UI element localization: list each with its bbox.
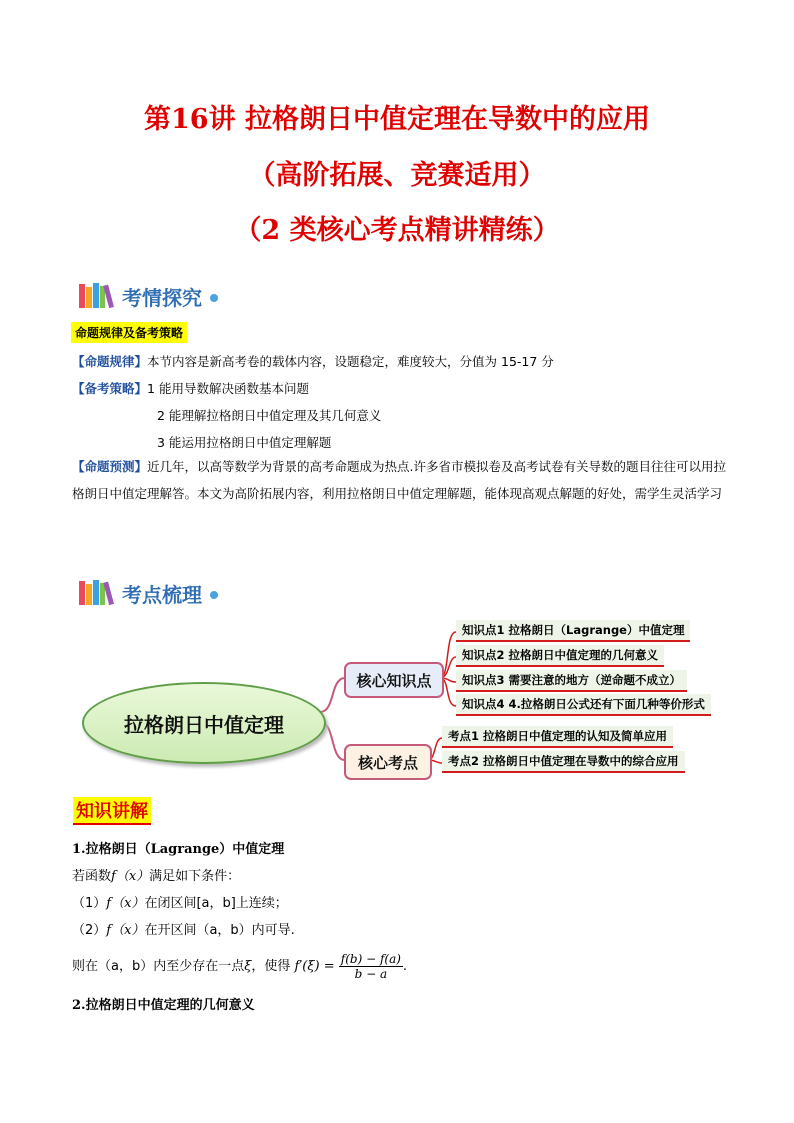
k1-condition-2 bbox=[72, 919, 295, 938]
strategy-item: 1 能用导数解决函数基本问题 bbox=[147, 381, 309, 396]
mindmap-leaf: 考点1 拉格朗日中值定理的认知及简单应用 bbox=[442, 726, 673, 748]
fx-symbol: f（x） bbox=[106, 896, 145, 911]
rules-text: 本节内容是新高考卷的载体内容，设题稳定，难度较大，分值为 15-17 分 bbox=[147, 354, 554, 369]
strategy-highlight: 命题规律及备考策略 bbox=[71, 322, 187, 343]
mindmap-leaf: 知识点1 拉格朗日（Lagrange）中值定理 bbox=[456, 620, 690, 642]
xi-symbol: ξ bbox=[244, 959, 252, 974]
page-title: 第16讲 拉格朗日中值定理在导数中的应用 bbox=[144, 104, 650, 135]
k1-conclusion bbox=[72, 952, 407, 981]
prediction-tag: 【命题预测】 bbox=[72, 459, 148, 474]
k2-heading: 2.拉格朗日中值定理的几何意义 bbox=[72, 998, 255, 1013]
k1-intro-tail: 满足如下条件： bbox=[149, 869, 241, 884]
page-subtitle-2: （2 类核心考点精讲精练） bbox=[234, 215, 560, 246]
conclusion-mid: ，使得 bbox=[251, 959, 291, 974]
mindmap-branch-exam: 核心考点 bbox=[344, 744, 432, 780]
section-label: 考点梳理 bbox=[122, 583, 202, 607]
section-label: 考情探究 bbox=[122, 286, 202, 310]
fx-symbol: f（x） bbox=[106, 923, 145, 938]
k1-heading: 1.拉格朗日（Lagrange）中值定理 bbox=[72, 842, 285, 857]
formula-lhs: f′(ξ) = bbox=[294, 959, 335, 974]
mindmap-leaf: 知识点4 4.拉格朗日公式还有下面几种等价形式 bbox=[456, 694, 711, 716]
formula-end: . bbox=[402, 959, 408, 974]
strategy-item: 2 能理解拉格朗日中值定理及其几何意义 bbox=[157, 408, 382, 423]
k1-intro-text: 若函数 bbox=[72, 869, 112, 884]
condition-text: 在闭区间[a，b]上连续； bbox=[144, 896, 288, 911]
rules-tag: 【命题规律】 bbox=[72, 354, 148, 369]
fraction-numerator: f(b) − f(a) bbox=[340, 952, 401, 966]
knowledge-heading: 知识讲解 bbox=[73, 797, 151, 825]
k1-intro bbox=[72, 865, 240, 884]
k1-condition-1 bbox=[72, 892, 288, 911]
strategy-tag: 【备考策略】 bbox=[72, 381, 148, 396]
condition-number: （1） bbox=[72, 896, 107, 911]
formula-fraction bbox=[339, 952, 403, 981]
condition-number: （2） bbox=[72, 923, 107, 938]
mindmap-leaf: 知识点2 拉格朗日中值定理的几何意义 bbox=[456, 645, 664, 667]
condition-text: 在开区间（a，b）内可导. bbox=[144, 923, 295, 938]
mindmap-center-node: 拉格朗日中值定理 bbox=[82, 682, 326, 764]
prediction-text: 近几年，以高等数学为背景的高考命题成为热点.许多省市模拟卷及高考试卷有关导数的题目往往可以用拉格朗日中值定理解答。本文为高阶拓展内容，利用拉格朗日中值定理解题，能体现高观点解题的好处，需学生灵活学习 bbox=[72, 459, 726, 501]
fraction-denominator: b − a bbox=[354, 967, 388, 981]
fx-symbol: f（x） bbox=[111, 869, 150, 884]
mindmap-branch-knowledge: 核心知识点 bbox=[344, 662, 444, 698]
strategy-item: 3 能运用拉格朗日中值定理解题 bbox=[157, 435, 332, 450]
page-subtitle: （高阶拓展、竞赛适用） bbox=[248, 160, 546, 191]
mindmap-leaf: 知识点3 需要注意的地方（逆命题不成立） bbox=[456, 670, 687, 692]
conclusion-text: 则在（a，b）内至少存在一点 bbox=[72, 959, 245, 974]
mindmap-leaf: 考点2 拉格朗日中值定理在导数中的综合应用 bbox=[442, 751, 685, 773]
